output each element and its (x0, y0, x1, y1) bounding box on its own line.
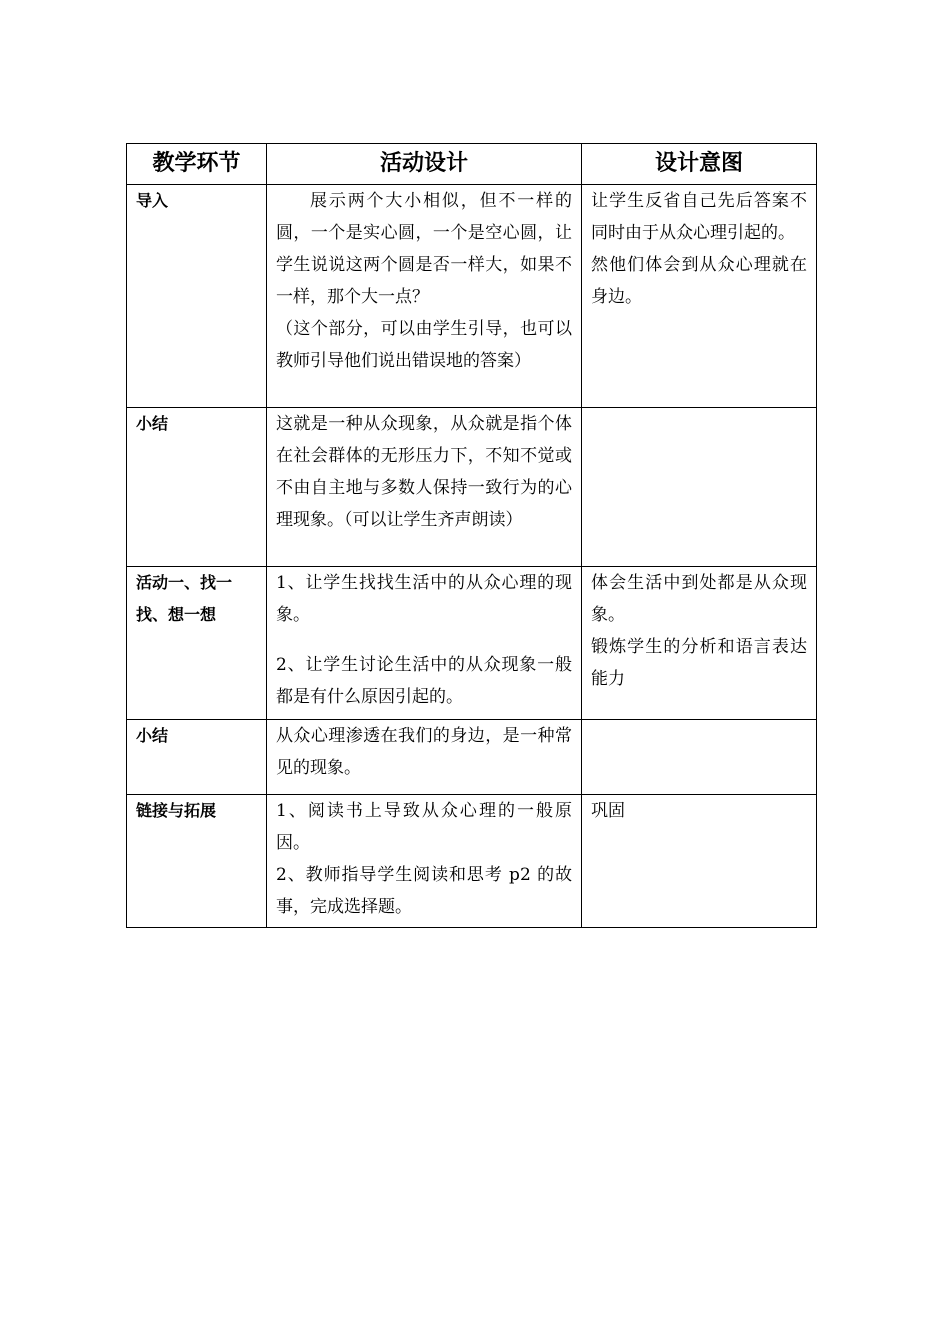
stage-cell (127, 795, 267, 928)
header-row (127, 144, 817, 185)
activity-paragraph: （这个部分，可以由学生引导，也可以教师引导他们说出错误地的答案） (276, 319, 572, 371)
intent-paragraph: 然他们体会到从众心理就在身边。 (591, 255, 807, 307)
header-intent: 设计意图 (582, 144, 817, 185)
lesson-plan-table (126, 143, 817, 928)
intent-cell (582, 795, 817, 928)
activity-paragraph: 2、教师指导学生阅读和思考 p2 的故事，完成选择题。 (276, 865, 572, 917)
intent-paragraph: 锻炼学生的分析和语言表达能力 (591, 637, 807, 689)
stage-cell (127, 185, 267, 408)
stage-label: 链接与拓展 (136, 801, 217, 820)
activity-cell (267, 185, 582, 408)
intent-paragraph: 体会生活中到处都是从众现象。 (591, 573, 807, 625)
intent-cell (582, 185, 817, 408)
activity-cell (267, 408, 582, 567)
table-row (127, 408, 817, 567)
intent-paragraph: 让学生反省自己先后答案不同时由于从众心理引起的。 (591, 191, 807, 243)
table-row (127, 720, 817, 795)
stage-cell (127, 408, 267, 567)
activity-paragraph: 从众心理渗透在我们的身边，是一种常见的现象。 (276, 726, 572, 778)
table-row (127, 795, 817, 928)
activity-cell (267, 720, 582, 795)
stage-label: 小结 (136, 414, 169, 433)
activity-paragraph: 这就是一种从众现象，从众就是指个体在社会群体的无形压力下，不知不觉或不由自主地与多数人保持一致行为的心理现象。（可以让学生齐声朗读） (276, 414, 572, 530)
intent-cell (582, 720, 817, 795)
intent-paragraph: 巩固 (591, 801, 625, 821)
stage-cell (127, 720, 267, 795)
header-activity: 活动设计 (267, 144, 582, 185)
stage-label: 导入 (136, 191, 169, 210)
activity-cell (267, 567, 582, 720)
header-stage: 教学环节 (127, 144, 267, 185)
intent-cell (582, 408, 817, 567)
table-row (127, 567, 817, 720)
intent-cell (582, 567, 817, 720)
activity-paragraph: 展示两个大小相似，但不一样的圆，一个是实心圆，一个是空心圆，让学生说说这两个圆是否一样大，如果不一样，那个大一点？ (276, 191, 572, 307)
stage-label: 活动一、找一找、想一想 (136, 573, 233, 624)
stage-cell (127, 567, 267, 720)
activity-paragraph: 1、阅读书上导致从众心理的一般原因。 (276, 801, 572, 853)
table-row (127, 185, 817, 408)
activity-paragraph: 1、让学生找找生活中的从众心理的现象。 (276, 573, 572, 625)
stage-label: 小结 (136, 726, 169, 745)
paragraph-gap (276, 631, 572, 649)
activity-paragraph: 2、让学生讨论生活中的从众现象一般都是有什么原因引起的。 (276, 655, 572, 707)
activity-cell (267, 795, 582, 928)
